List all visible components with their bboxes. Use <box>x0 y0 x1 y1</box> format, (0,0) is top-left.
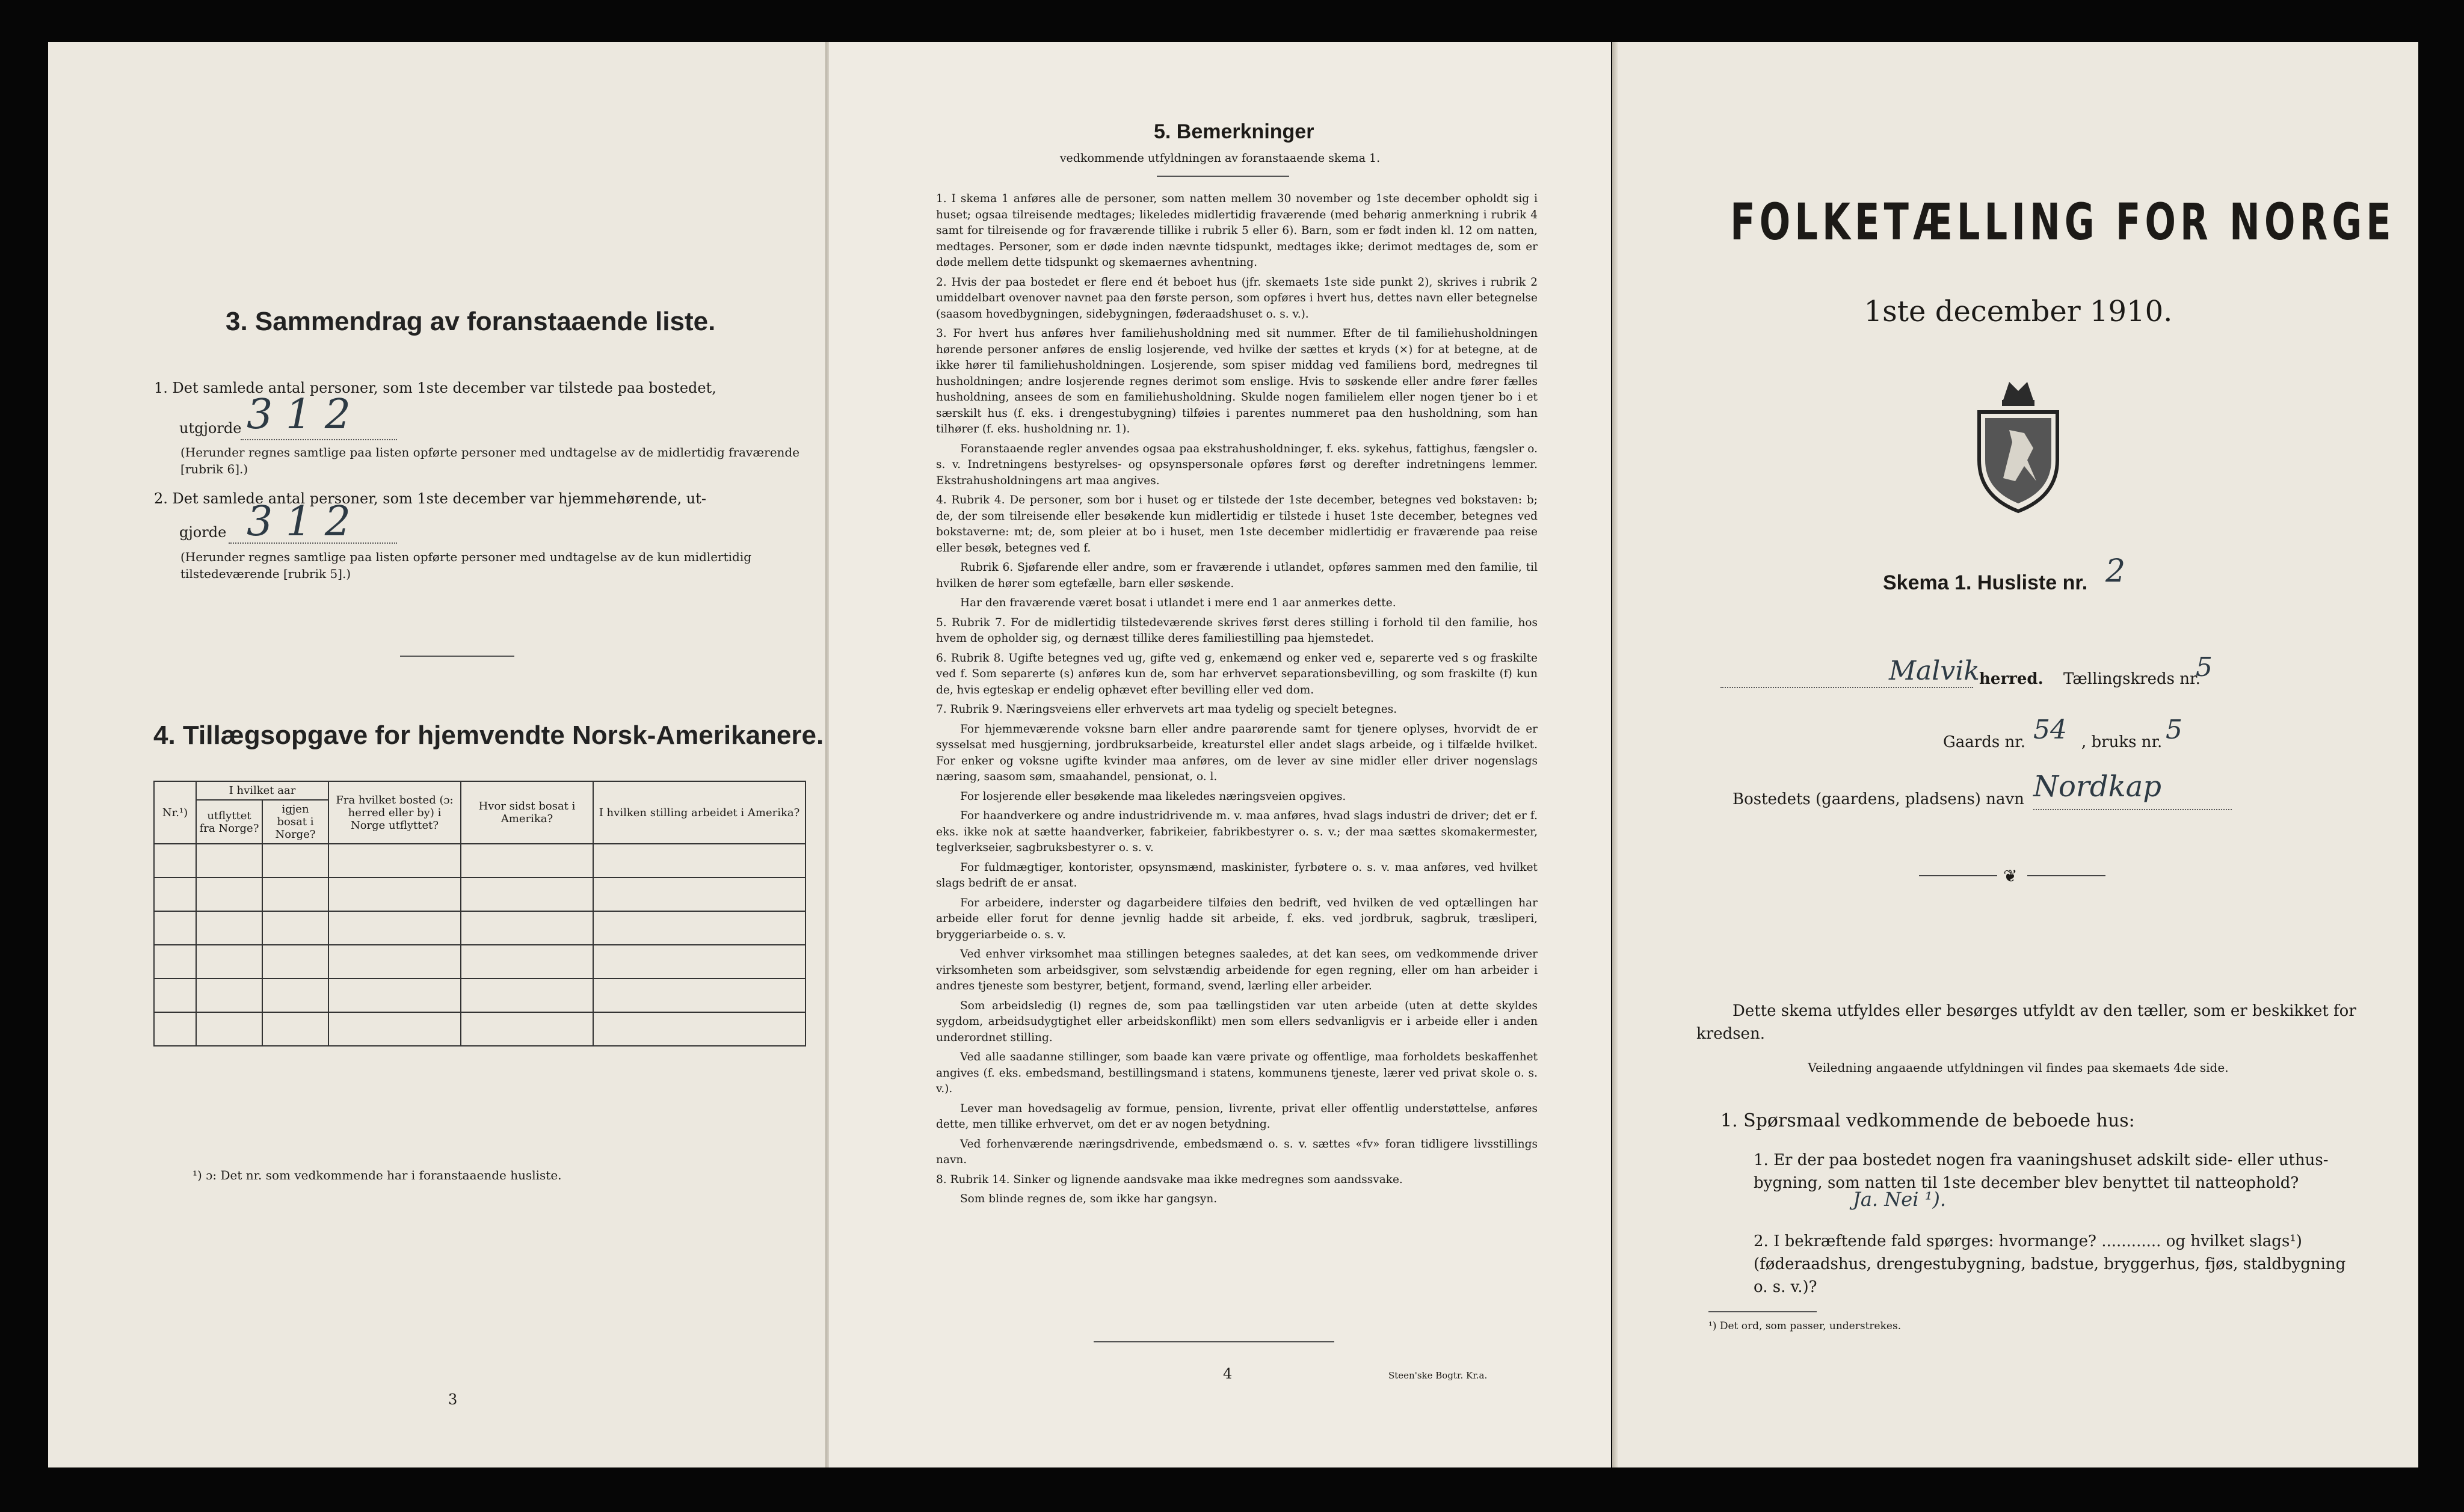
table-row <box>154 877 805 911</box>
divider <box>1919 875 1997 876</box>
remarks-title: 5. Bemerkninger <box>1154 120 1314 143</box>
remark-7c: For losjerende eller besøkende maa likeledes næringsveien opgives. <box>960 790 1346 803</box>
remark-3: 3. For hvert hus anføres hver familiehusholdning med sit nummer. Efter de til familiehusholdningen hørende personer anføres de enslig losjerende, ved hvilke der sættes et kryds (×) for at betegne, at de ikke hører til familiehusholdningen. Losjerende, som spiser middag ved familiens bord, medregnes til husholdningen; andre losjerende regnes derimot som enslige. Hvis to søskende eller andre fører fælles husholdning, ansees de som en familiehusholdning. Skulde nogen familielem eller nogen tjener bo i et særskilt hus (f. eks. i drengestubygning) tilføies i parentes nummeret paa den husholdning, som han tilhører (f. eks. husholdning nr. 1). <box>936 327 1538 435</box>
remark-7f: For arbeidere, inderster og dagarbeidere tilføies den bedrift, ved hvilken de ved optællingen har arbeide eller forut for denne jevnlig hadde sit arbeide, f. eks. ved jordbruk, sagbruk, træsliperi, bryggeriarbeide o. s. v. <box>936 896 1538 941</box>
table-row <box>154 979 805 1012</box>
remark-4c: Har den fraværende været bosat i utlandet i mere end 1 aar anmerkes dette. <box>960 597 1396 609</box>
item1-handwritten-value: 3 1 2 <box>247 391 351 438</box>
remark-8: 8. Rubrik 14. Sinker og lignende aandsvake maa ikke medregnes som aandssvake. <box>936 1173 1403 1186</box>
remarks-body <box>936 191 1538 1211</box>
main-title: FOLKETÆLLING FOR NORGE <box>1730 192 2395 251</box>
col-fra: Fra hvilket bosted (ɔ: herred eller by) i Norge utflyttet? <box>328 781 461 844</box>
intro-text: Dette skema utfyldes eller besørges utfyldt av den tæller, som er beskikket for kredsen. <box>1696 1002 2356 1043</box>
item2-label: gjorde <box>179 524 227 541</box>
herred-label: herred. <box>1979 670 2044 688</box>
herred-fill-line <box>1720 687 1973 688</box>
bosted-fill-line <box>2033 809 2232 810</box>
question-2: 2. I bekræftende fald spørges: hvormange? ............ og hvilket slags¹) (føderaadshus, drengestubygning, badstue, bryggerhus, fjøs, staldbygning o. s. v.)? <box>1754 1232 2346 1296</box>
page-right <box>1618 42 2418 1467</box>
table-footnote: ¹) ɔ: Det nr. som vedkommende har i foranstaaende husliste. <box>192 1168 562 1182</box>
item1-label: utgjorde <box>179 420 242 437</box>
divider <box>1157 176 1289 177</box>
col-igjen: igjen bosat i Norge? <box>262 800 328 844</box>
remark-7g: Ved enhver virksomhet maa stillingen betegnes saaledes, at det kan sees, om vedkommende driver virksomheten som arbeidsgiver, som selvstændig arbeidende for egen regning, eller om han arbeider i andres tjeneste som bestyrer, betjent, formand, svend, lærling eller arbeider. <box>936 948 1538 992</box>
col-stilling: I hvilken stilling arbeidet i Amerika? <box>593 781 805 844</box>
divider <box>2027 875 2105 876</box>
question-1-answer: Ja. Nei ¹). <box>1853 1188 1947 1211</box>
remark-7j: Lever man hovedsagelig av formue, pension, livrente, privat eller offentlig understøttelse, anføres dette, men tillike erhvervet, om det er av nogen betydning. <box>936 1102 1538 1131</box>
divider <box>1708 1311 1817 1312</box>
bruks-number: 5 <box>2166 715 2182 745</box>
remark-6: 6. Rubrik 8. Ugifte betegnes ved ug, gifte ved g, enkemænd og enker ved e, separerte ved s og fraskilte ved f. Som separerte (s) anføres kun de, som har erhvervet separationsbevilling, og som fraskilte (f) kun de, hvis egteskap er endelig ophævet efter bevilling eller ved dom. <box>936 651 1538 696</box>
census-date: 1ste december 1910. <box>1864 295 2173 328</box>
table-row <box>154 1012 805 1046</box>
divider <box>400 656 514 657</box>
page-middle <box>829 42 1611 1467</box>
fold-right <box>1612 42 1618 1467</box>
gaards-number: 54 <box>2033 715 2067 745</box>
husliste-number: 2 <box>2105 553 2126 589</box>
item2-note: (Herunder regnes samtlige paa listen opførte personer med undtagelse av de kun midlertidig tilstedeværende [rubrik 5].) <box>180 550 752 581</box>
remark-7e: For fuldmægtiger, kontorister, opsynsmænd, maskinister, fyrbøtere o. s. v. maa anføres, ved hvilket slags bedrift de er ansat. <box>936 861 1538 890</box>
page-number: 4 <box>1223 1365 1233 1382</box>
item2-line: 2. Det samlede antal personer, som 1ste december var hjemmehørende, ut- <box>154 490 706 507</box>
item2-handwritten-value: 3 1 2 <box>247 498 351 545</box>
gaards-label: Gaards nr. <box>1943 733 2026 751</box>
bosted-value: Nordkap <box>2033 770 2161 804</box>
remark-3b: Foranstaaende regler anvendes ogsaa paa ekstrahusholdninger, f. eks. sykehus, fattighus, fængsler o. s. v. Indretningens bestyrelses- og opsynspersonale opføres først og derefter indretningens lemmer. Ekstrahusholdningens art maa angives. <box>936 442 1538 487</box>
remark-7i: Ved alle saadanne stillinger, som baade kan være private og offentlige, maa forholdets beskaffenhet angives (f. eks. embedsmand, bestillingsmand i statens, kommunens tjeneste, lærer ved privat skole o. s. v.). <box>936 1051 1538 1095</box>
remark-4: 4. Rubrik 4. De personer, som bor i huset og er tilstede der 1ste december, betegnes ved bokstaven: b; de, der som tilreisende eller besøkende kun midlertidig er tilstede i huset 1ste december, betegnes ved bokstaverne: mt; de, som pleier at bo i huset, men 1ste december midlertidig er fraværende paa reise eller besøk, betegnes ved f. <box>936 494 1538 555</box>
remark-7: 7. Rubrik 9. Næringsveiens eller erhvervets art maa tydelig og specielt betegnes. <box>936 703 1397 716</box>
page-number: 3 <box>448 1391 458 1408</box>
section4-title: 4. Tillægsopgave for hjemvendte Norsk-Amerikanere. <box>153 721 824 750</box>
intro-note: Veiledning angaaende utfyldningen vil findes paa skemaets 4de side. <box>1808 1060 2229 1075</box>
herred-value: Malvik <box>1889 656 1980 686</box>
divider <box>1094 1341 1334 1342</box>
kreds-number: 5 <box>2196 652 2213 683</box>
remarks-subtitle: vedkommende utfyldningen av foranstaaende skema 1. <box>1059 152 1381 165</box>
title-wrap <box>1618 192 2418 251</box>
remark-7d: For haandverkere og andre industridrivende m. v. maa anføres, hvad slags industri de driver; det er f. eks. ikke nok at sætte haandverker, fabrikeier, fabrikbestyrer o. s. v.; der maa sættes skomakermester, teglverkseier, sagbruksbestyrer o. s. v. <box>936 810 1538 854</box>
norsk-amerikanere-table <box>153 781 806 1046</box>
remark-1: 1. I skema 1 anføres alle de personer, som natten mellem 30 november og 1ste december opholdt sig i huset; ogsaa tilreisende medtages; likeledes midlertidig fraværende (med behørig anmerkning i rubrik 4 samt for tilreisende og for fraværende tillike i rubrik 5 eller 6). Barn, som er født inden kl. 12 om natten, medtages. Personer, som er døde inden nævnte tidspunkt, medtages ikke; derimot medtages de, som er døde mellem dette tidspunkt og skemaernes avhentning. <box>936 192 1538 269</box>
kreds-label: Tællingskreds nr. <box>2063 670 2201 688</box>
col-utflyttet: utflyttet fra Norge? <box>196 800 262 844</box>
footnote: ¹) Det ord, som passer, understrekes. <box>1708 1320 1902 1332</box>
page-left <box>48 42 827 1467</box>
coat-of-arms-icon <box>1967 376 2069 514</box>
remark-4b: Rubrik 6. Sjøfarende eller andre, som er fraværende i utlandet, opføres sammen med den familie, til hvilken de hører som egtefælle, barn eller søskende. <box>936 561 1538 590</box>
table-row <box>154 945 805 979</box>
remark-5: 5. Rubrik 7. For de midlertidig tilstedeværende skrives først deres stilling i forhold til den familie, hos hvem de opholder sig, og dernæst tillike deres familiestilling paa hjemstedet. <box>936 616 1538 645</box>
item2-fill-line <box>229 542 397 544</box>
ornament-icon: ❦ <box>2003 866 2018 886</box>
schema-label: Skema 1. Husliste nr. <box>1883 571 2088 594</box>
remark-7k: Ved forhenværende næringsdrivende, embedsmænd o. s. v. sættes «fv» foran tidligere livsstillings navn. <box>936 1137 1538 1166</box>
remark-7h: Som arbeidsledig (l) regnes de, som paa tællingstiden var uten arbeide (uten at dette skyldes sygdom, arbeidsudygtighet eller arbeidskonflikt) men som ellers sedvanligvis er i arbeide eller i anden underordnet stilling. <box>936 999 1538 1044</box>
question-1: 1. Er der paa bostedet nogen fra vaaningshuset adskilt side- eller uthus-bygning, som natten til 1ste december blev benyttet til natteophold? <box>1754 1151 2329 1192</box>
question-heading: 1. Spørsmaal vedkommende de beboede hus: <box>1720 1110 2135 1131</box>
section3-title: 3. Sammendrag av foranstaaende liste. <box>226 307 716 336</box>
remark-7b: For hjemmeværende voksne barn eller andre paarørende samt for tjenere oplyses, hvorvidt de er sysselsat med husgjerning, jordbruksarbeide, kreaturstel eller andet slags arbeide, og i tilfælde hvilket. For enker og voksne ugifte kvinder maa anføres, om de lever av sine midler eller driver nogenslags næring, saasom søm, smaahandel, pensionat, o. l. <box>936 722 1538 783</box>
col-year-group: I hvilket aar <box>196 781 328 800</box>
item1-note: (Herunder regnes samtlige paa listen opførte personer med undtagelse av de midlertidig fraværende [rubrik 6].) <box>180 445 800 476</box>
remark-2: 2. Hvis der paa bostedet er flere end ét beboet hus (jfr. skemaets 1ste side punkt 2), skrives i rubrik 2 umiddelbart ovenover navnet paa den første person, som opføres i hvert hus, dettes navn eller betegnelse (saasom hovedbygningen, sidebygningen, føderaadshuset o. s. v.). <box>936 275 1538 321</box>
item1-fill-line <box>241 439 397 440</box>
remark-8b: Som blinde regnes de, som ikke har gangsyn. <box>960 1193 1218 1205</box>
printer-mark: Steen'ske Bogtr. Kr.a. <box>1388 1370 1488 1381</box>
table-row <box>154 844 805 877</box>
bruks-label: , bruks nr. <box>2081 733 2163 751</box>
item1-line: 1. Det samlede antal personer, som 1ste december var tilstede paa bostedet, <box>154 380 716 396</box>
bosted-label: Bostedets (gaardens, pladsens) navn <box>1732 790 2024 808</box>
table-row <box>154 911 805 945</box>
col-hvor: Hvor sidst bosat i Amerika? <box>461 781 593 844</box>
col-nr: Nr.¹) <box>154 781 196 844</box>
